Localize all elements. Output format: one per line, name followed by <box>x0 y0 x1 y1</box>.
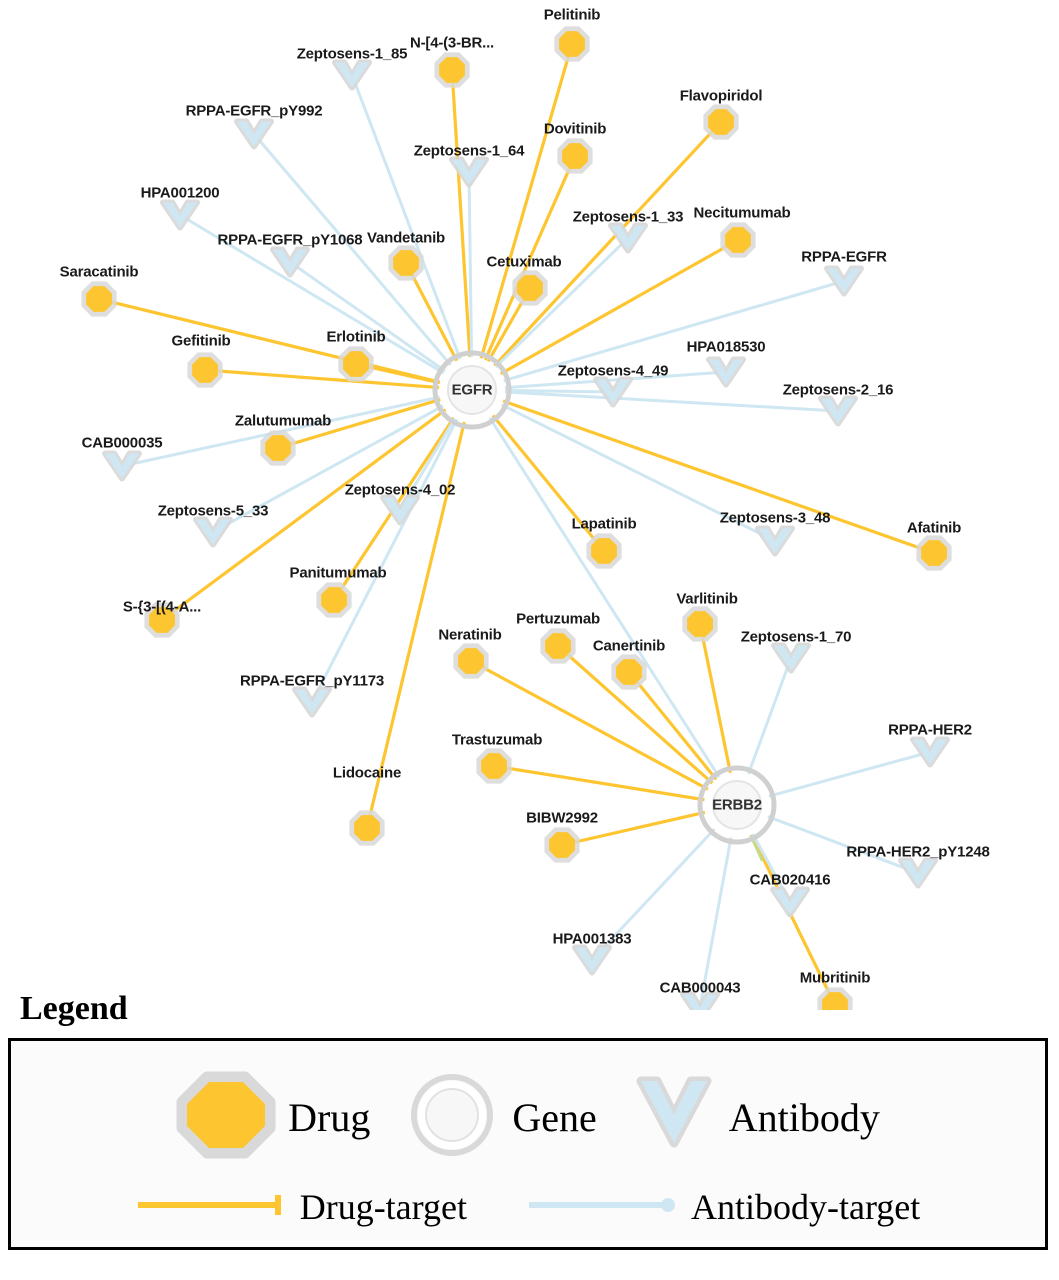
antibody-target-edge-icon <box>527 1193 679 1222</box>
antibody-node[interactable] <box>295 690 329 715</box>
drug-node-core <box>616 659 642 685</box>
antibody-node-label: HPA018530 <box>686 338 766 356</box>
drug-node-core <box>321 587 347 613</box>
antibody-node[interactable] <box>758 529 792 554</box>
antibody-node[interactable] <box>774 646 808 671</box>
antibody-node-label: CAB000043 <box>659 979 741 997</box>
antibody-node-label: Zeptosens-4_02 <box>344 481 456 499</box>
drug-node[interactable] <box>338 346 373 381</box>
drug-node-label: Vandetanib <box>366 229 446 247</box>
drug-node[interactable] <box>187 352 222 387</box>
antibody-node[interactable] <box>452 160 486 185</box>
antibody-node[interactable] <box>901 861 935 886</box>
drug-node-label: S-{3-[(4-A... <box>122 598 202 616</box>
drug-node-label: Gefitinib <box>171 332 231 350</box>
drug-node[interactable] <box>540 628 575 663</box>
drug-node-core <box>545 633 571 659</box>
antibody-node[interactable] <box>821 399 855 424</box>
drug-node[interactable] <box>434 52 469 87</box>
drug-node[interactable] <box>703 104 738 139</box>
antibody-target-edge <box>312 390 472 702</box>
drug-node[interactable] <box>916 535 951 570</box>
drug-node-label: Flavopiridol <box>679 87 763 105</box>
legend-label-gene: Gene <box>512 1095 597 1140</box>
drug-node-core <box>562 143 588 169</box>
legend-title: Legend <box>20 990 128 1027</box>
drug-node-label: Lapatinib <box>571 515 637 533</box>
antibody-node-label: RPPA-HER2_pY1248 <box>846 843 990 861</box>
drug-node-label: Panitumumab <box>289 564 387 582</box>
drug-node-label: Neratinib <box>438 626 502 644</box>
drug-target-edge <box>472 390 934 553</box>
drug-node-core <box>591 538 617 564</box>
antibody-node[interactable] <box>335 63 369 88</box>
drug-node-core <box>725 227 751 253</box>
drug-node-core <box>549 832 575 858</box>
legend-label-drug: Drug <box>288 1095 371 1140</box>
drug-node-label: Mubritinib <box>799 969 871 987</box>
antibody-node-label: Zeptosens-5_33 <box>157 502 269 520</box>
antibody-node-label: RPPA-HER2 <box>888 721 972 739</box>
drug-node[interactable] <box>557 138 592 173</box>
antibody-node[interactable] <box>913 740 947 765</box>
legend-item-antibody-target <box>527 1186 920 1228</box>
legend-box <box>8 1038 1048 1250</box>
drug-node[interactable] <box>260 430 295 465</box>
legend-item-antibody <box>631 1071 880 1164</box>
antibody-node[interactable] <box>196 520 230 545</box>
antibody-node-label: CAB020416 <box>749 871 831 889</box>
legend-node-row <box>11 1041 1045 1164</box>
drug-node[interactable] <box>388 245 423 280</box>
gene-node-label: ERBB2 <box>712 796 762 814</box>
drug-node[interactable] <box>586 533 621 568</box>
legend-label-antibody-target: Antibody-target <box>690 1187 921 1227</box>
drug-node-core <box>559 31 585 57</box>
antibody-node[interactable] <box>611 226 645 251</box>
drug-node-core <box>921 540 947 566</box>
antibody-node-label: Zeptosens-1_85 <box>296 45 408 63</box>
antibody-node[interactable] <box>709 360 743 385</box>
antibody-node-label: Zeptosens-3_48 <box>719 509 831 527</box>
antibody-chevron-icon <box>631 1071 717 1164</box>
antibody-node-label: RPPA-EGFR_pY1068 <box>217 231 363 249</box>
legend-item-drug <box>176 1071 370 1164</box>
drug-node[interactable] <box>611 654 646 689</box>
drug-node-core <box>192 357 218 383</box>
drug-node-label: Pelitinib <box>543 6 601 24</box>
antibody-node-label: Zeptosens-1_33 <box>572 208 684 226</box>
antibody-node-label: HPA001200 <box>140 184 220 202</box>
drug-node[interactable] <box>476 748 511 783</box>
drug-node-core <box>393 250 419 276</box>
antibody-node-label: RPPA-EGFR <box>801 248 887 266</box>
legend-edge-row <box>11 1164 1045 1228</box>
drug-node[interactable] <box>720 222 755 257</box>
drug-node-label: Varlitinib <box>676 590 738 608</box>
antibody-node-label: RPPA-EGFR_pY1173 <box>239 672 385 690</box>
antibody-node-label: Zeptosens-1_70 <box>740 628 852 646</box>
drug-node-label: Zalutumumab <box>234 412 332 430</box>
drug-node-label: Necitumumab <box>693 204 791 222</box>
drug-node[interactable] <box>554 26 589 61</box>
antibody-node-label: RPPA-EGFR_pY992 <box>185 102 323 120</box>
drug-node[interactable] <box>544 827 579 862</box>
drug-node[interactable] <box>81 281 116 316</box>
drug-node-label: N-[4-(3-BR... <box>409 34 495 52</box>
antibody-node-label: CAB000035 <box>81 434 163 452</box>
antibody-node[interactable] <box>237 122 271 147</box>
drug-octagon-icon <box>176 1071 276 1164</box>
drug-node-label: Cetuximab <box>486 253 562 271</box>
drug-node[interactable] <box>682 606 717 641</box>
drug-node-label: Pertuzumab <box>516 610 600 628</box>
drug-node-label: BIBW2992 <box>526 809 598 827</box>
drug-node[interactable] <box>316 582 351 617</box>
drug-node-core <box>86 286 112 312</box>
drug-node-core <box>343 351 369 377</box>
antibody-node-label: Zeptosens-4_49 <box>557 362 669 380</box>
drug-node[interactable] <box>512 270 547 305</box>
legend-label-drug-target: Drug-target <box>299 1187 467 1227</box>
drug-node-core <box>458 648 484 674</box>
antibody-node[interactable] <box>596 380 630 405</box>
antibody-node-label: Zeptosens-1_64 <box>413 142 525 160</box>
gene-node-label: EGFR <box>451 381 493 399</box>
drug-node-core <box>265 435 291 461</box>
drug-node-label: Lidocaine <box>332 764 402 782</box>
drug-node[interactable] <box>349 810 384 845</box>
drug-node-label: Erlotinib <box>326 328 386 346</box>
drug-node-label: Canertinib <box>592 637 666 655</box>
antibody-node-label: HPA001383 <box>552 930 632 948</box>
drug-node-core <box>481 753 507 779</box>
drug-node-label: Saracatinib <box>59 263 139 281</box>
drug-node-label: Dovitinib <box>543 120 607 138</box>
drug-node-core <box>687 611 713 637</box>
drug-node-core <box>517 275 543 301</box>
drug-target-edge-icon <box>136 1193 288 1222</box>
drug-node[interactable] <box>453 643 488 678</box>
antibody-node[interactable] <box>105 454 139 479</box>
drug-node-core <box>439 57 465 83</box>
antibody-node-label: Zeptosens-2_16 <box>782 381 894 399</box>
drug-node-label: Afatinib <box>906 519 962 537</box>
drug-node-core <box>708 109 734 135</box>
antibody-node[interactable] <box>827 269 861 294</box>
legend-item-drug-target <box>136 1186 467 1228</box>
antibody-node[interactable] <box>575 948 609 973</box>
gene-circle-icon <box>404 1071 500 1164</box>
legend-label-antibody: Antibody <box>728 1095 880 1140</box>
legend-item-gene <box>404 1071 596 1164</box>
antibody-node[interactable] <box>773 890 807 915</box>
drug-node-label: Trastuzumab <box>451 731 543 749</box>
drug-node-core <box>354 815 380 841</box>
legend <box>8 990 1048 1250</box>
